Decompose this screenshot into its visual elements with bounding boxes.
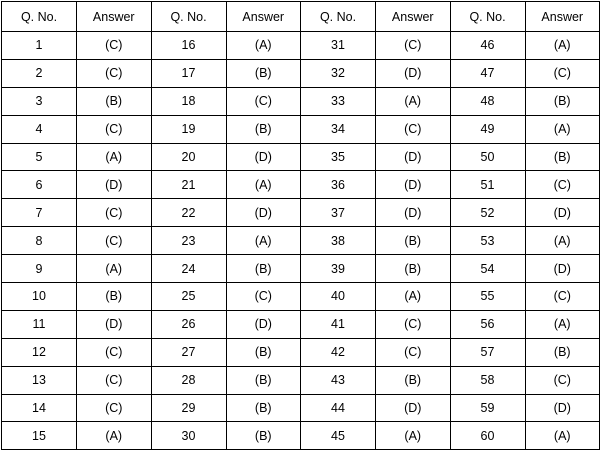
question-number-cell: 13 bbox=[2, 366, 77, 394]
question-number-cell: 44 bbox=[301, 394, 376, 422]
answer-cell: (C) bbox=[376, 115, 451, 143]
question-number-cell: 41 bbox=[301, 310, 376, 338]
answer-cell: (D) bbox=[376, 199, 451, 227]
question-number-cell: 6 bbox=[2, 171, 77, 199]
answer-cell: (B) bbox=[77, 87, 152, 115]
header-question-number: Q. No. bbox=[301, 2, 376, 32]
question-number-cell: 57 bbox=[450, 338, 525, 366]
table-row bbox=[2, 422, 600, 450]
header-row bbox=[2, 2, 600, 32]
answer-cell: (A) bbox=[376, 87, 451, 115]
question-number-cell: 28 bbox=[151, 366, 226, 394]
answer-cell: (D) bbox=[226, 143, 301, 171]
answer-cell: (A) bbox=[376, 422, 451, 450]
answer-cell: (A) bbox=[226, 32, 301, 60]
answer-cell: (C) bbox=[376, 32, 451, 60]
header-answer: Answer bbox=[77, 2, 152, 32]
answer-cell: (C) bbox=[525, 366, 600, 394]
answer-cell: (A) bbox=[376, 283, 451, 311]
question-number-cell: 45 bbox=[301, 422, 376, 450]
table-row bbox=[2, 227, 600, 255]
answer-cell: (D) bbox=[525, 199, 600, 227]
table-row bbox=[2, 394, 600, 422]
answer-cell: (A) bbox=[226, 227, 301, 255]
answer-cell: (B) bbox=[525, 143, 600, 171]
question-number-cell: 42 bbox=[301, 338, 376, 366]
answer-cell: (C) bbox=[226, 87, 301, 115]
question-number-cell: 19 bbox=[151, 115, 226, 143]
answer-cell: (C) bbox=[77, 338, 152, 366]
table-row bbox=[2, 143, 600, 171]
question-number-cell: 26 bbox=[151, 310, 226, 338]
table-row bbox=[2, 366, 600, 394]
answer-cell: (B) bbox=[226, 338, 301, 366]
table-body bbox=[2, 32, 600, 450]
table-row bbox=[2, 171, 600, 199]
question-number-cell: 3 bbox=[2, 87, 77, 115]
question-number-cell: 59 bbox=[450, 394, 525, 422]
answer-cell: (A) bbox=[525, 115, 600, 143]
question-number-cell: 20 bbox=[151, 143, 226, 171]
question-number-cell: 25 bbox=[151, 283, 226, 311]
table-row bbox=[2, 283, 600, 311]
answer-cell: (B) bbox=[77, 283, 152, 311]
question-number-cell: 58 bbox=[450, 366, 525, 394]
question-number-cell: 23 bbox=[151, 227, 226, 255]
answer-cell: (B) bbox=[226, 394, 301, 422]
question-number-cell: 33 bbox=[301, 87, 376, 115]
answer-cell: (B) bbox=[226, 59, 301, 87]
answer-cell: (B) bbox=[525, 338, 600, 366]
question-number-cell: 1 bbox=[2, 32, 77, 60]
answer-cell: (B) bbox=[226, 255, 301, 283]
question-number-cell: 51 bbox=[450, 171, 525, 199]
header-question-number: Q. No. bbox=[151, 2, 226, 32]
question-number-cell: 46 bbox=[450, 32, 525, 60]
question-number-cell: 27 bbox=[151, 338, 226, 366]
question-number-cell: 15 bbox=[2, 422, 77, 450]
answer-cell: (C) bbox=[525, 59, 600, 87]
answer-cell: (D) bbox=[376, 394, 451, 422]
question-number-cell: 55 bbox=[450, 283, 525, 311]
header-answer: Answer bbox=[525, 2, 600, 32]
answer-cell: (B) bbox=[376, 255, 451, 283]
question-number-cell: 29 bbox=[151, 394, 226, 422]
answer-cell: (A) bbox=[525, 32, 600, 60]
answer-cell: (B) bbox=[226, 366, 301, 394]
question-number-cell: 11 bbox=[2, 310, 77, 338]
question-number-cell: 39 bbox=[301, 255, 376, 283]
question-number-cell: 52 bbox=[450, 199, 525, 227]
answer-cell: (C) bbox=[77, 366, 152, 394]
answer-cell: (B) bbox=[376, 227, 451, 255]
answer-cell: (C) bbox=[376, 310, 451, 338]
answer-cell: (C) bbox=[525, 171, 600, 199]
question-number-cell: 37 bbox=[301, 199, 376, 227]
table-header bbox=[2, 2, 600, 32]
question-number-cell: 30 bbox=[151, 422, 226, 450]
question-number-cell: 34 bbox=[301, 115, 376, 143]
question-number-cell: 17 bbox=[151, 59, 226, 87]
question-number-cell: 48 bbox=[450, 87, 525, 115]
answer-cell: (B) bbox=[226, 115, 301, 143]
table-row bbox=[2, 199, 600, 227]
question-number-cell: 10 bbox=[2, 283, 77, 311]
answer-cell: (D) bbox=[226, 199, 301, 227]
question-number-cell: 12 bbox=[2, 338, 77, 366]
answer-cell: (A) bbox=[77, 255, 152, 283]
question-number-cell: 16 bbox=[151, 32, 226, 60]
table-row bbox=[2, 338, 600, 366]
question-number-cell: 43 bbox=[301, 366, 376, 394]
question-number-cell: 56 bbox=[450, 310, 525, 338]
question-number-cell: 35 bbox=[301, 143, 376, 171]
answer-cell: (A) bbox=[77, 422, 152, 450]
answer-cell: (C) bbox=[77, 59, 152, 87]
answer-cell: (C) bbox=[77, 199, 152, 227]
answer-cell: (D) bbox=[376, 171, 451, 199]
answer-cell: (A) bbox=[77, 143, 152, 171]
answer-cell: (A) bbox=[525, 422, 600, 450]
table-row bbox=[2, 255, 600, 283]
question-number-cell: 24 bbox=[151, 255, 226, 283]
question-number-cell: 9 bbox=[2, 255, 77, 283]
header-answer: Answer bbox=[376, 2, 451, 32]
table-row bbox=[2, 115, 600, 143]
answer-cell: (A) bbox=[525, 310, 600, 338]
answer-cell: (C) bbox=[77, 32, 152, 60]
question-number-cell: 32 bbox=[301, 59, 376, 87]
answer-cell: (C) bbox=[376, 338, 451, 366]
question-number-cell: 18 bbox=[151, 87, 226, 115]
answer-cell: (B) bbox=[376, 366, 451, 394]
question-number-cell: 53 bbox=[450, 227, 525, 255]
question-number-cell: 36 bbox=[301, 171, 376, 199]
answer-cell: (D) bbox=[226, 310, 301, 338]
question-number-cell: 5 bbox=[2, 143, 77, 171]
answer-key-table bbox=[1, 1, 600, 450]
question-number-cell: 50 bbox=[450, 143, 525, 171]
answer-cell: (D) bbox=[77, 171, 152, 199]
header-question-number: Q. No. bbox=[2, 2, 77, 32]
question-number-cell: 47 bbox=[450, 59, 525, 87]
question-number-cell: 2 bbox=[2, 59, 77, 87]
answer-cell: (A) bbox=[525, 227, 600, 255]
answer-cell: (D) bbox=[376, 59, 451, 87]
question-number-cell: 49 bbox=[450, 115, 525, 143]
answer-cell: (C) bbox=[77, 394, 152, 422]
answer-cell: (D) bbox=[525, 255, 600, 283]
question-number-cell: 8 bbox=[2, 227, 77, 255]
answer-cell: (C) bbox=[77, 227, 152, 255]
table-row bbox=[2, 32, 600, 60]
question-number-cell: 60 bbox=[450, 422, 525, 450]
question-number-cell: 14 bbox=[2, 394, 77, 422]
question-number-cell: 40 bbox=[301, 283, 376, 311]
answer-cell: (C) bbox=[226, 283, 301, 311]
answer-cell: (D) bbox=[77, 310, 152, 338]
table-row bbox=[2, 87, 600, 115]
header-question-number: Q. No. bbox=[450, 2, 525, 32]
answer-cell: (A) bbox=[226, 171, 301, 199]
header-answer: Answer bbox=[226, 2, 301, 32]
answer-cell: (D) bbox=[376, 143, 451, 171]
answer-cell: (C) bbox=[77, 115, 152, 143]
question-number-cell: 38 bbox=[301, 227, 376, 255]
answer-cell: (B) bbox=[226, 422, 301, 450]
question-number-cell: 22 bbox=[151, 199, 226, 227]
answer-cell: (D) bbox=[525, 394, 600, 422]
question-number-cell: 4 bbox=[2, 115, 77, 143]
answer-cell: (C) bbox=[525, 283, 600, 311]
question-number-cell: 7 bbox=[2, 199, 77, 227]
answer-cell: (B) bbox=[525, 87, 600, 115]
table-row bbox=[2, 310, 600, 338]
table-row bbox=[2, 59, 600, 87]
question-number-cell: 21 bbox=[151, 171, 226, 199]
question-number-cell: 31 bbox=[301, 32, 376, 60]
question-number-cell: 54 bbox=[450, 255, 525, 283]
